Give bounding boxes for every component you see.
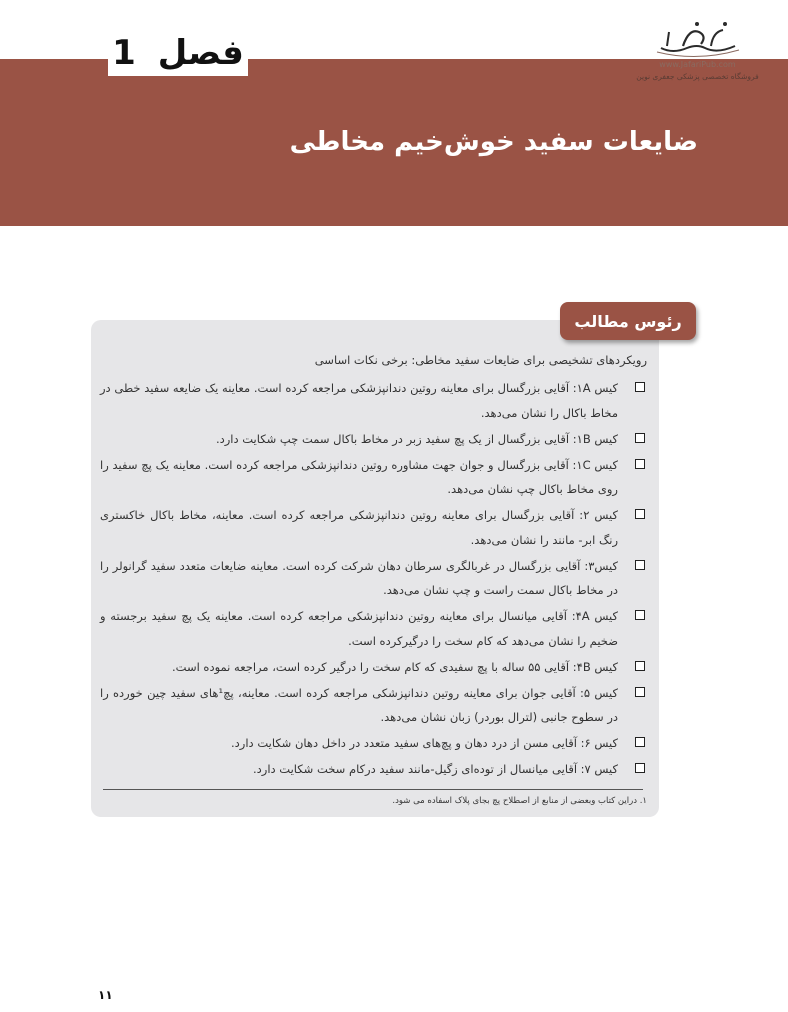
item-text: کیس ۱A: آقایی بزرگسال برای معاینه روتین دندانپزشکی مراجعه کرده است. معاینه یک ضایعه سفید خطی در مخاط باکال را نشان می‌دهد.	[100, 381, 619, 420]
publisher-logo	[630, 18, 765, 94]
checkbox-icon	[635, 433, 645, 443]
item-text: کیس ۴A: آقایی میانسال برای معاینه روتین دندانپزشکی مراجعه کرده است. معاینه یک پچ سفید برجسته و ضخیم را نشان می‌دهد که کام سخت را درگیرکرده است.	[100, 609, 619, 648]
publisher-url: www.JafariPub.com	[659, 60, 736, 69]
publisher-logo-icon	[653, 18, 743, 60]
item-text: کیس۳: آقایی بزرگسال در غربالگری سرطان دهان شرکت کرده است. معاینه ضایعات متعدد سفید گرانولر را در مخاط باکال سمت راست و چپ نشان می‌دهد.	[100, 558, 618, 597]
list-item	[100, 604, 648, 653]
item-text: کیس ۷: آقایی میانسال از توده‌ای زگیل-مانند سفید درکام سخت شکایت دارد.	[253, 762, 618, 776]
list-item	[100, 453, 648, 502]
chapter-title: ضایعات سفید خوش‌خیم مخاطی	[289, 127, 698, 157]
item-text: کیس ۲: آقایی بزرگسال برای معاینه روتین دندانپزشکی مراجعه کرده است. معاینه، مخاط باکال خاکستری رنگ ابر- مانند را نشان می‌دهد.	[100, 508, 618, 547]
checkbox-icon	[635, 687, 645, 697]
checkbox-icon	[635, 560, 645, 570]
list-item	[100, 554, 648, 603]
chapter-label	[108, 30, 248, 76]
item-text: کیس ۵: آقایی جوان برای معاینه روتین دندانپزشکی مراجعه کرده است. معاینه، پچ¹های سفید چین خورده را در سطوح جانبی (لترال بوردر) زبان نشان می‌دهد.	[100, 685, 619, 724]
case-list	[100, 376, 648, 783]
item-text: کیس ۶: آقایی مسن از درد دهان و پچ‌های سفید متعدد در داخل دهان شکایت دارد.	[231, 736, 618, 750]
list-item	[100, 757, 648, 782]
checkbox-icon	[635, 737, 645, 747]
item-text: کیس ۱C: آقایی بزرگسال و جوان جهت مشاوره روتین دندانپزشکی مراجعه کرده است. معاینه یک پچ سفید را روی مخاط باکال چپ نشان می‌دهد.	[100, 457, 618, 496]
page-number: ۱۱	[98, 988, 113, 1002]
list-item	[100, 655, 648, 680]
checkbox-icon	[635, 459, 645, 469]
publisher-name: فروشگاه تخصصی پزشکی جعفری نوین	[636, 72, 759, 81]
list-item	[100, 376, 648, 425]
chapter-number: 1	[112, 33, 136, 73]
summary-intro: رویکردهای تشخیصی برای ضایعات سفید مخاطی: برخی نکات اساسی	[314, 353, 647, 367]
chapter-word: فصل	[157, 33, 244, 73]
list-item	[100, 427, 648, 452]
checkbox-icon	[635, 661, 645, 671]
footnote: ۱. دراین کتاب وبعضی از منابع از اصطلاح پچ بجای پلاک اسفاده می شود.	[392, 796, 647, 806]
item-text: کیس ۱B: آقایی بزرگسال از یک پچ سفید زبر در مخاط باکال سمت چپ شکایت دارد.	[215, 431, 618, 446]
list-item	[100, 681, 648, 730]
checkbox-icon	[635, 763, 645, 773]
item-text: کیس ۴B: آقایی ۵۵ ساله با پچ سفیدی که کام سخت را درگیر کرده است، مراجعه نموده است.	[172, 659, 618, 674]
checkbox-icon	[635, 509, 645, 519]
list-item	[100, 503, 648, 552]
footnote-divider	[103, 789, 643, 790]
list-item	[100, 731, 648, 756]
checkbox-icon	[635, 382, 645, 392]
section-tab: رئوس مطالب	[560, 302, 696, 340]
checkbox-icon	[635, 610, 645, 620]
